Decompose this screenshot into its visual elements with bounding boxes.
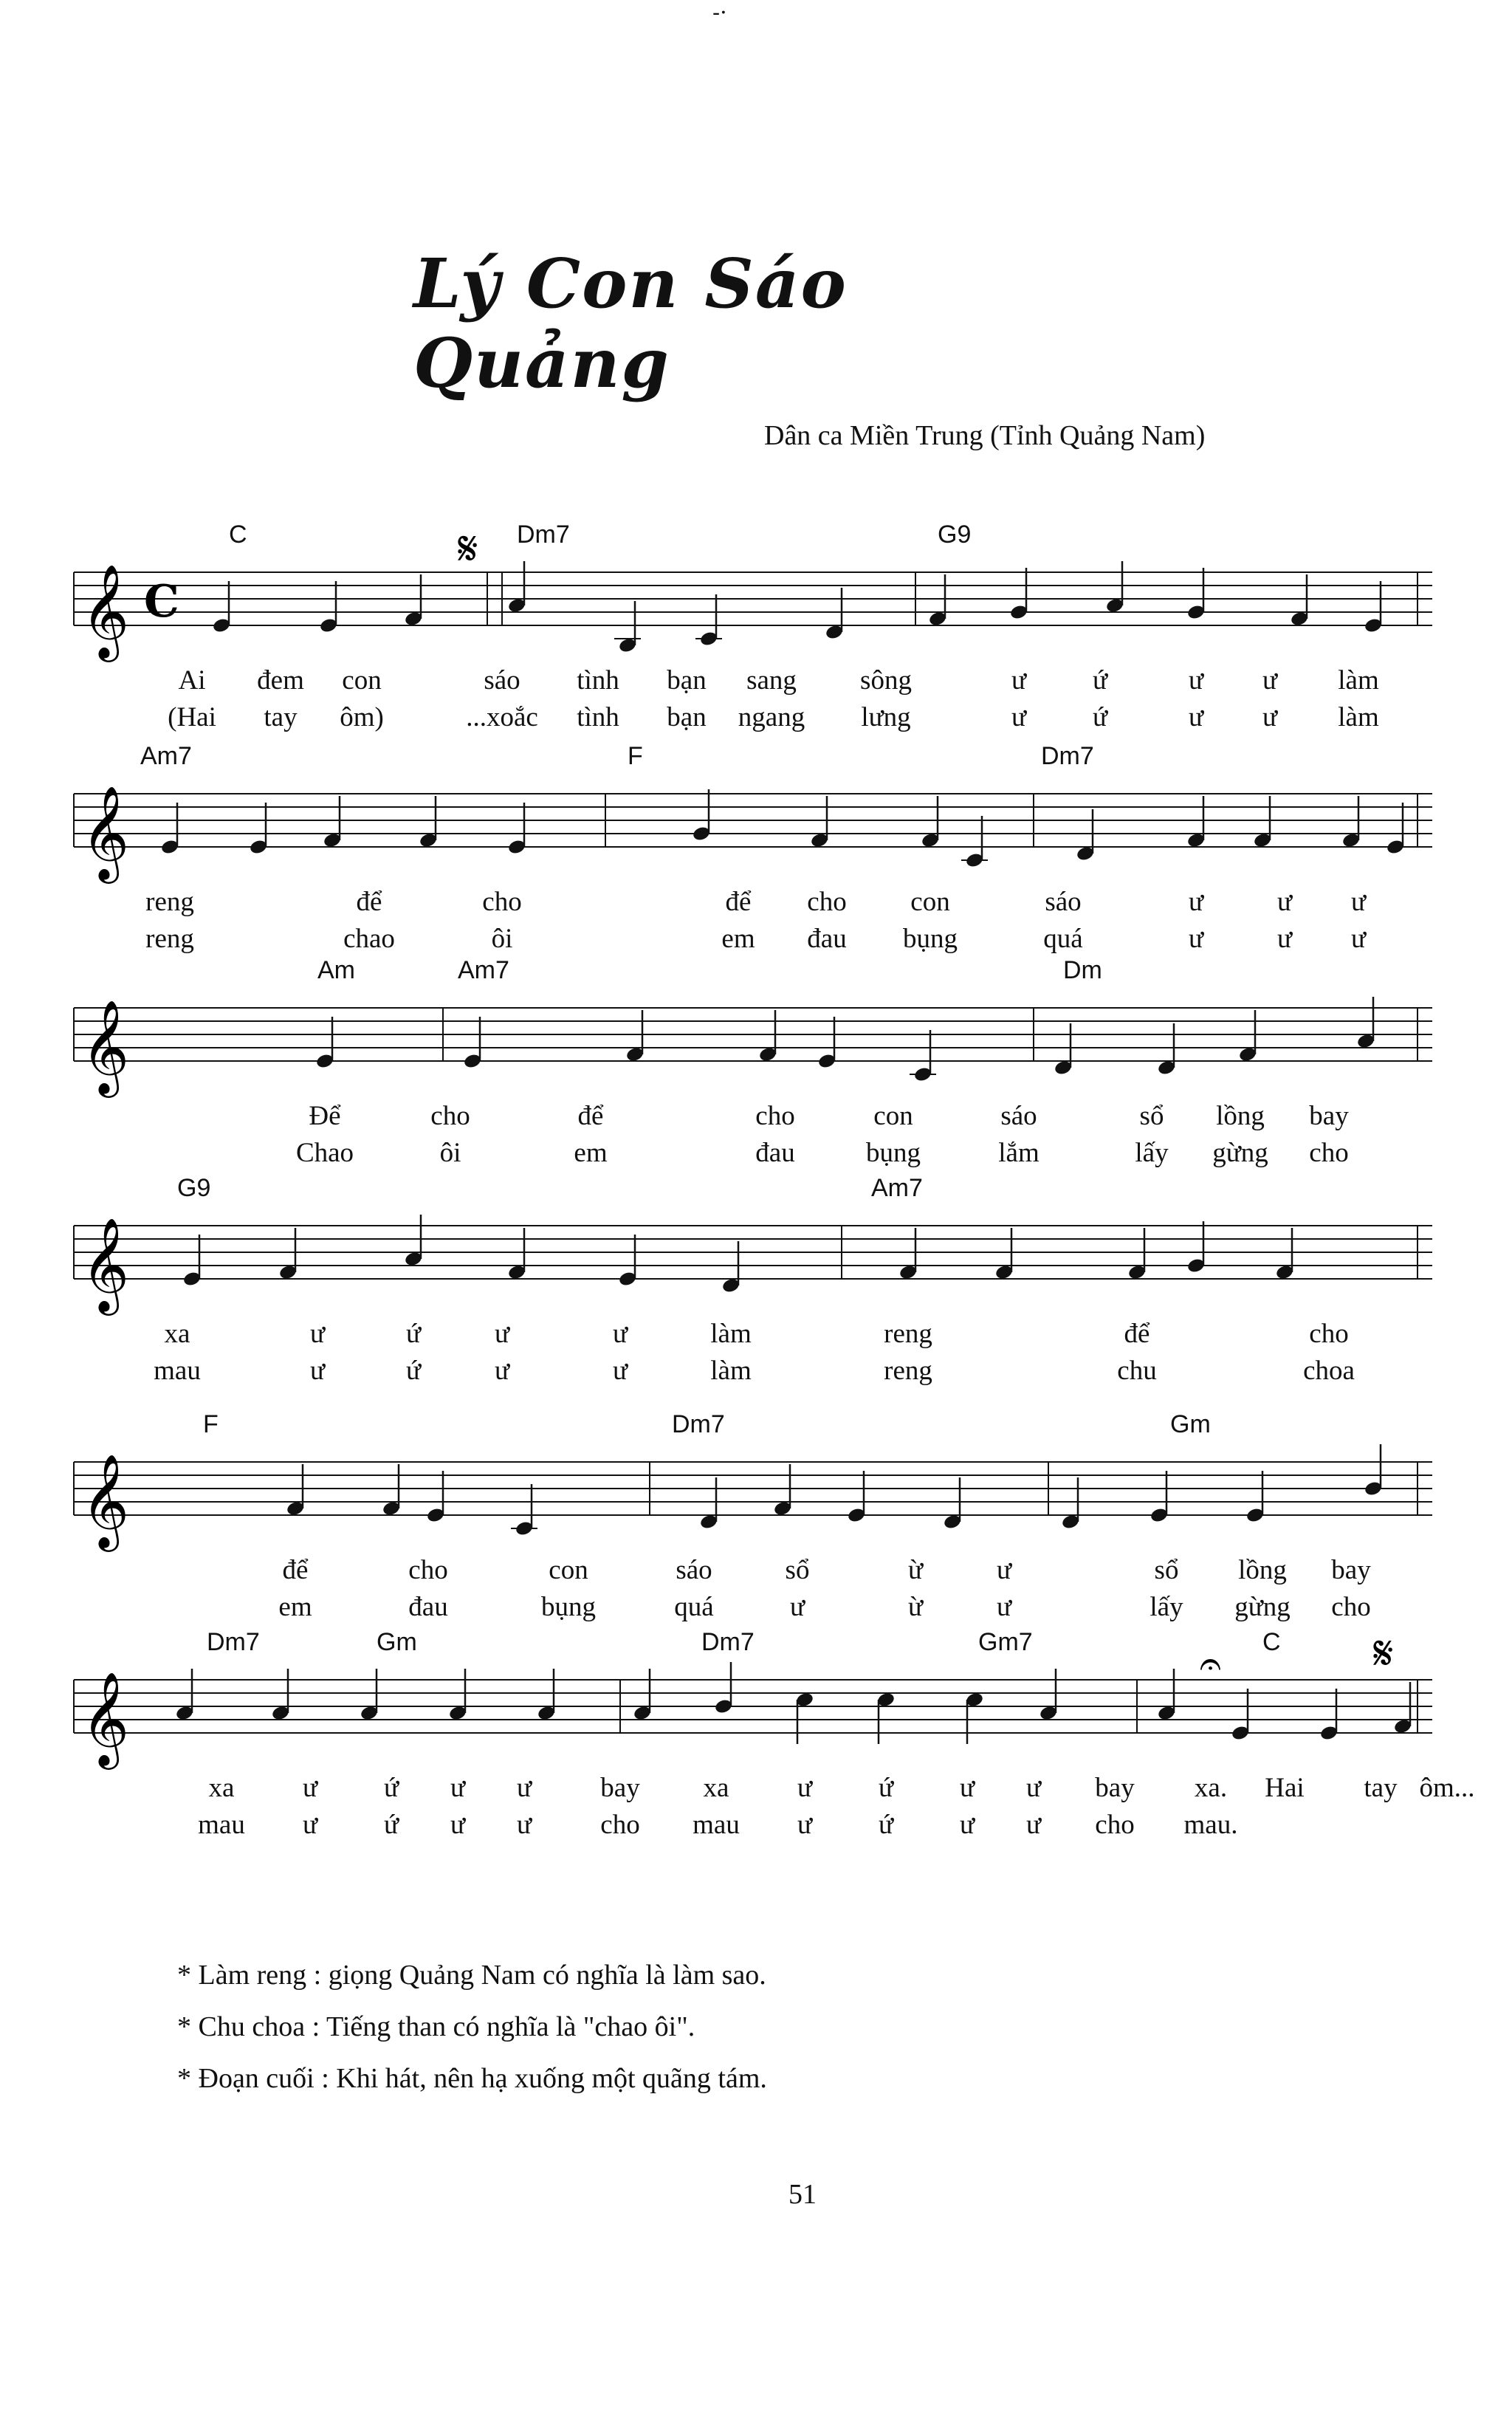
lyric-verse-2: ư [1188,702,1204,732]
lyric-verse-1: tình [577,665,619,696]
staff [44,738,1447,886]
lyric-verse-2: đau [807,924,847,954]
lyric-verse-1: Ai [178,665,206,696]
lyric-verse-1: ư [1188,665,1204,696]
chord-symbol: Am7 [140,742,192,770]
chord-symbol: Dm [1063,956,1102,984]
lyric-verse-2: cho [600,1810,640,1840]
lyric-verse-1: ứ [878,1773,894,1803]
lyric-verse-2: mau [154,1356,201,1386]
lyric-verse-1: sang [746,665,797,696]
lyric-verse-2: ư [1276,924,1293,954]
lyric-verse-1: cho [1309,1319,1349,1349]
lyric-verse-1: sáo [1000,1101,1037,1131]
lyric-verse-2: em [721,924,755,954]
lyric-verse-1: lồng [1238,1555,1287,1585]
lyric-verse-2: ư [309,1356,326,1386]
chord-symbol: Am [317,956,355,984]
lyric-verse-2: ngang [738,702,805,732]
lyric-verse-2: mau. [1183,1810,1238,1840]
lyric-verse-1: ư [959,1773,975,1803]
lyric-verse-1: con [342,665,382,696]
chord-symbol: Dm7 [701,1628,755,1656]
footnotes [177,1949,767,2104]
lyric-verse-2: ôi [439,1138,461,1168]
common-time-icon: C [144,576,179,628]
staff [44,952,1447,1100]
lyric-verse-2: ứ [1092,702,1108,732]
staff [44,1170,1447,1318]
treble-clef-icon: 𝄞 [81,1217,130,1311]
lyric-verse-1: reng [145,887,194,917]
lyric-verse-1: bay [600,1773,640,1803]
lyric-verse-1: sổ [1154,1555,1179,1585]
lyric-verse-2: bụng [903,924,958,954]
lyric-verse-2: ôm) [340,702,384,732]
lyric-verse-1: xa [164,1319,190,1349]
chord-symbol: F [203,1410,219,1438]
lyric-verse-2: ư [1025,1810,1042,1840]
lyric-verse-1: để [356,887,382,917]
lyric-verse-1: để [577,1101,604,1131]
lyric-verse-1: làm [1338,665,1379,696]
lyric-verse-2: lắm [998,1138,1040,1168]
lyric-verse-2: ứ [405,1356,422,1386]
lyric-verse-2: lấy [1150,1592,1183,1622]
lyric-verse-2: choa [1303,1356,1355,1386]
lyric-verse-2: cho [1331,1592,1371,1622]
lyric-verse-1: bay [1331,1555,1371,1585]
lyric-verse-2: ư [959,1810,975,1840]
lyric-verse-2: lấy [1135,1138,1169,1168]
lyric-verse-1: bay [1095,1773,1135,1803]
lyric-verse-2: đau [755,1138,795,1168]
treble-clef-icon: 𝄞 [81,1453,130,1548]
chord-symbol: Gm [1170,1410,1211,1438]
lyric-verse-1: xa. [1194,1773,1228,1803]
lyric-verse-2: gừng [1212,1138,1268,1168]
song-origin: Dân ca Miền Trung (Tỉnh Quảng Nam) [764,420,1206,451]
chord-symbol: Am7 [871,1174,923,1202]
lyric-verse-2: quá [1043,924,1083,954]
staff [44,517,1447,665]
lyric-verse-1: con [873,1101,913,1131]
lyric-verse-1: ứ [383,1773,399,1803]
lyric-verse-2: quá [674,1592,714,1622]
lyric-verse-2: ...xoắc [466,702,538,732]
lyric-verse-2: làm [1338,702,1379,732]
chord-symbol: C [229,521,247,549]
lyric-verse-2: tình [577,702,619,732]
chord-symbol: Gm7 [978,1628,1033,1656]
lyric-verse-1: ư [309,1319,326,1349]
lyric-verse-1: ôm... [1419,1773,1475,1803]
lyric-verse-2: ôi [491,924,513,954]
lyric-verse-1: cho [430,1101,470,1131]
lyric-verse-1: cho [482,887,522,917]
lyric-verse-2: bụng [866,1138,921,1168]
lyric-verse-1: làm [710,1319,752,1349]
lyric-verse-1: ư [1276,887,1293,917]
lyric-verse-1: ư [1188,887,1204,917]
lyric-verse-2: ư [1188,924,1204,954]
lyric-verse-1: ư [302,1773,318,1803]
lyric-verse-1: lồng [1216,1101,1265,1131]
lyric-verse-2: ư [612,1356,628,1386]
lyric-verse-2: ư [1011,702,1027,732]
footnote-lam-reng: * Làm reng : giọng Quảng Nam có nghĩa là làm sao. [177,1960,766,1991]
lyric-verse-2: đau [408,1592,448,1622]
lyric-verse-2: em [574,1138,608,1168]
lyric-verse-1: ư [1011,665,1027,696]
lyric-verse-1: sông [860,665,912,696]
lyric-verse-1: ư [1350,887,1367,917]
lyric-verse-2: bạn [667,702,707,732]
top-mark: -· [712,0,727,26]
lyric-verse-2: ứ [383,1810,399,1840]
lyric-verse-2: ư [1262,702,1278,732]
lyric-verse-2: ứ [878,1810,894,1840]
lyric-verse-2: mau [693,1810,740,1840]
chord-symbol: G9 [177,1174,211,1202]
lyric-verse-1: sáo [1045,887,1082,917]
lyric-verse-1: ư [612,1319,628,1349]
staff-system [44,1624,1475,1934]
lyric-verse-1: ư [1262,665,1278,696]
lyric-verse-1: ư [516,1773,532,1803]
lyric-verse-2: reng [884,1356,932,1386]
lyric-verse-1: cho [408,1555,448,1585]
lyric-verse-2: cho [1309,1138,1349,1168]
lyric-verse-2: ư [797,1810,813,1840]
segno-icon: 𝄋 [1373,1627,1394,1681]
lyric-verse-2: chao [343,924,395,954]
lyric-verse-1: sáo [676,1555,712,1585]
chord-symbol: Dm7 [1041,742,1094,770]
lyric-verse-2: làm [710,1356,752,1386]
chord-symbol: C [1262,1628,1281,1656]
lyric-verse-2: ư [1350,924,1367,954]
lyric-verse-2: ư [450,1810,466,1840]
lyric-verse-1: để [1124,1319,1150,1349]
lyric-verse-1: sáo [484,665,520,696]
lyric-verse-1: cho [755,1101,795,1131]
segno-icon: 𝄋 [458,522,478,577]
lyric-verse-1: con [910,887,950,917]
footnote-chu-choa: * Chu choa : Tiếng than có nghĩa là "chao ôi". [177,2011,695,2042]
lyric-verse-2: chu [1117,1356,1157,1386]
lyric-verse-1: reng [884,1319,932,1349]
lyric-verse-1: để [282,1555,309,1585]
lyric-verse-2: tay [264,702,298,732]
chord-symbol: F [628,742,643,770]
lyric-verse-1: bay [1309,1101,1349,1131]
lyric-verse-1: sổ [785,1555,810,1585]
lyric-verse-1: ư [450,1773,466,1803]
chord-symbol: Dm7 [207,1628,260,1656]
lyric-verse-1: xa [208,1773,235,1803]
lyric-verse-1: sổ [1139,1101,1164,1131]
fermata-icon: 𝄐 [1200,1642,1221,1686]
staff [44,1407,1447,1554]
lyric-verse-1: cho [807,887,847,917]
page-number: 51 [788,2179,817,2210]
lyric-verse-1: Để [309,1101,341,1131]
lyric-verse-1: Hai [1265,1773,1305,1803]
lyric-verse-1: đem [257,665,304,696]
chord-symbol: Dm7 [672,1410,725,1438]
lyric-verse-1: để [725,887,752,917]
song-title: Lý Con Sáo Quảng [413,244,848,403]
chord-symbol: G9 [938,521,972,549]
chord-symbol: Am7 [458,956,509,984]
lyric-verse-2: (Hai [168,702,216,732]
lyric-verse-1: ư [797,1773,813,1803]
lyric-verse-2: em [278,1592,312,1622]
lyric-verse-2: bụng [541,1592,596,1622]
lyric-verse-2: mau [198,1810,245,1840]
lyric-verse-1: con [549,1555,588,1585]
lyric-verse-1: xa [703,1773,729,1803]
lyric-verse-2: Chao [295,1138,354,1168]
treble-clef-icon: 𝄞 [81,563,130,658]
lyric-verse-1: ư [996,1555,1012,1585]
lyric-verse-2: ư [302,1810,318,1840]
lyric-verse-2: ư [996,1592,1012,1622]
lyric-verse-1: ư [494,1319,510,1349]
lyric-verse-2: ư [494,1356,510,1386]
lyric-verse-1: ư [1025,1773,1042,1803]
lyric-verse-1: bạn [667,665,707,696]
lyric-verse-2: cho [1095,1810,1135,1840]
lyric-verse-2: ừ [907,1592,924,1622]
lyric-verse-1: ứ [405,1319,422,1349]
chord-symbol: Dm7 [517,521,570,549]
treble-clef-icon: 𝄞 [81,1671,130,1765]
lyric-verse-2: reng [145,924,194,954]
treble-clef-icon: 𝄞 [81,999,130,1094]
treble-clef-icon: 𝄞 [81,785,130,879]
chord-symbol: Gm [377,1628,417,1656]
lyric-verse-2: lưng [861,702,911,732]
lyric-verse-1: tay [1364,1773,1398,1803]
footnote-doan-cuoi: * Đoạn cuối : Khi hát, nên hạ xuống một quãng tám. [177,2063,767,2094]
lyric-verse-1: ứ [1092,665,1108,696]
lyric-verse-2: gừng [1234,1592,1291,1622]
lyric-verse-1: ừ [907,1555,924,1585]
lyric-verse-2: ư [789,1592,805,1622]
lyric-verse-2: ư [516,1810,532,1840]
